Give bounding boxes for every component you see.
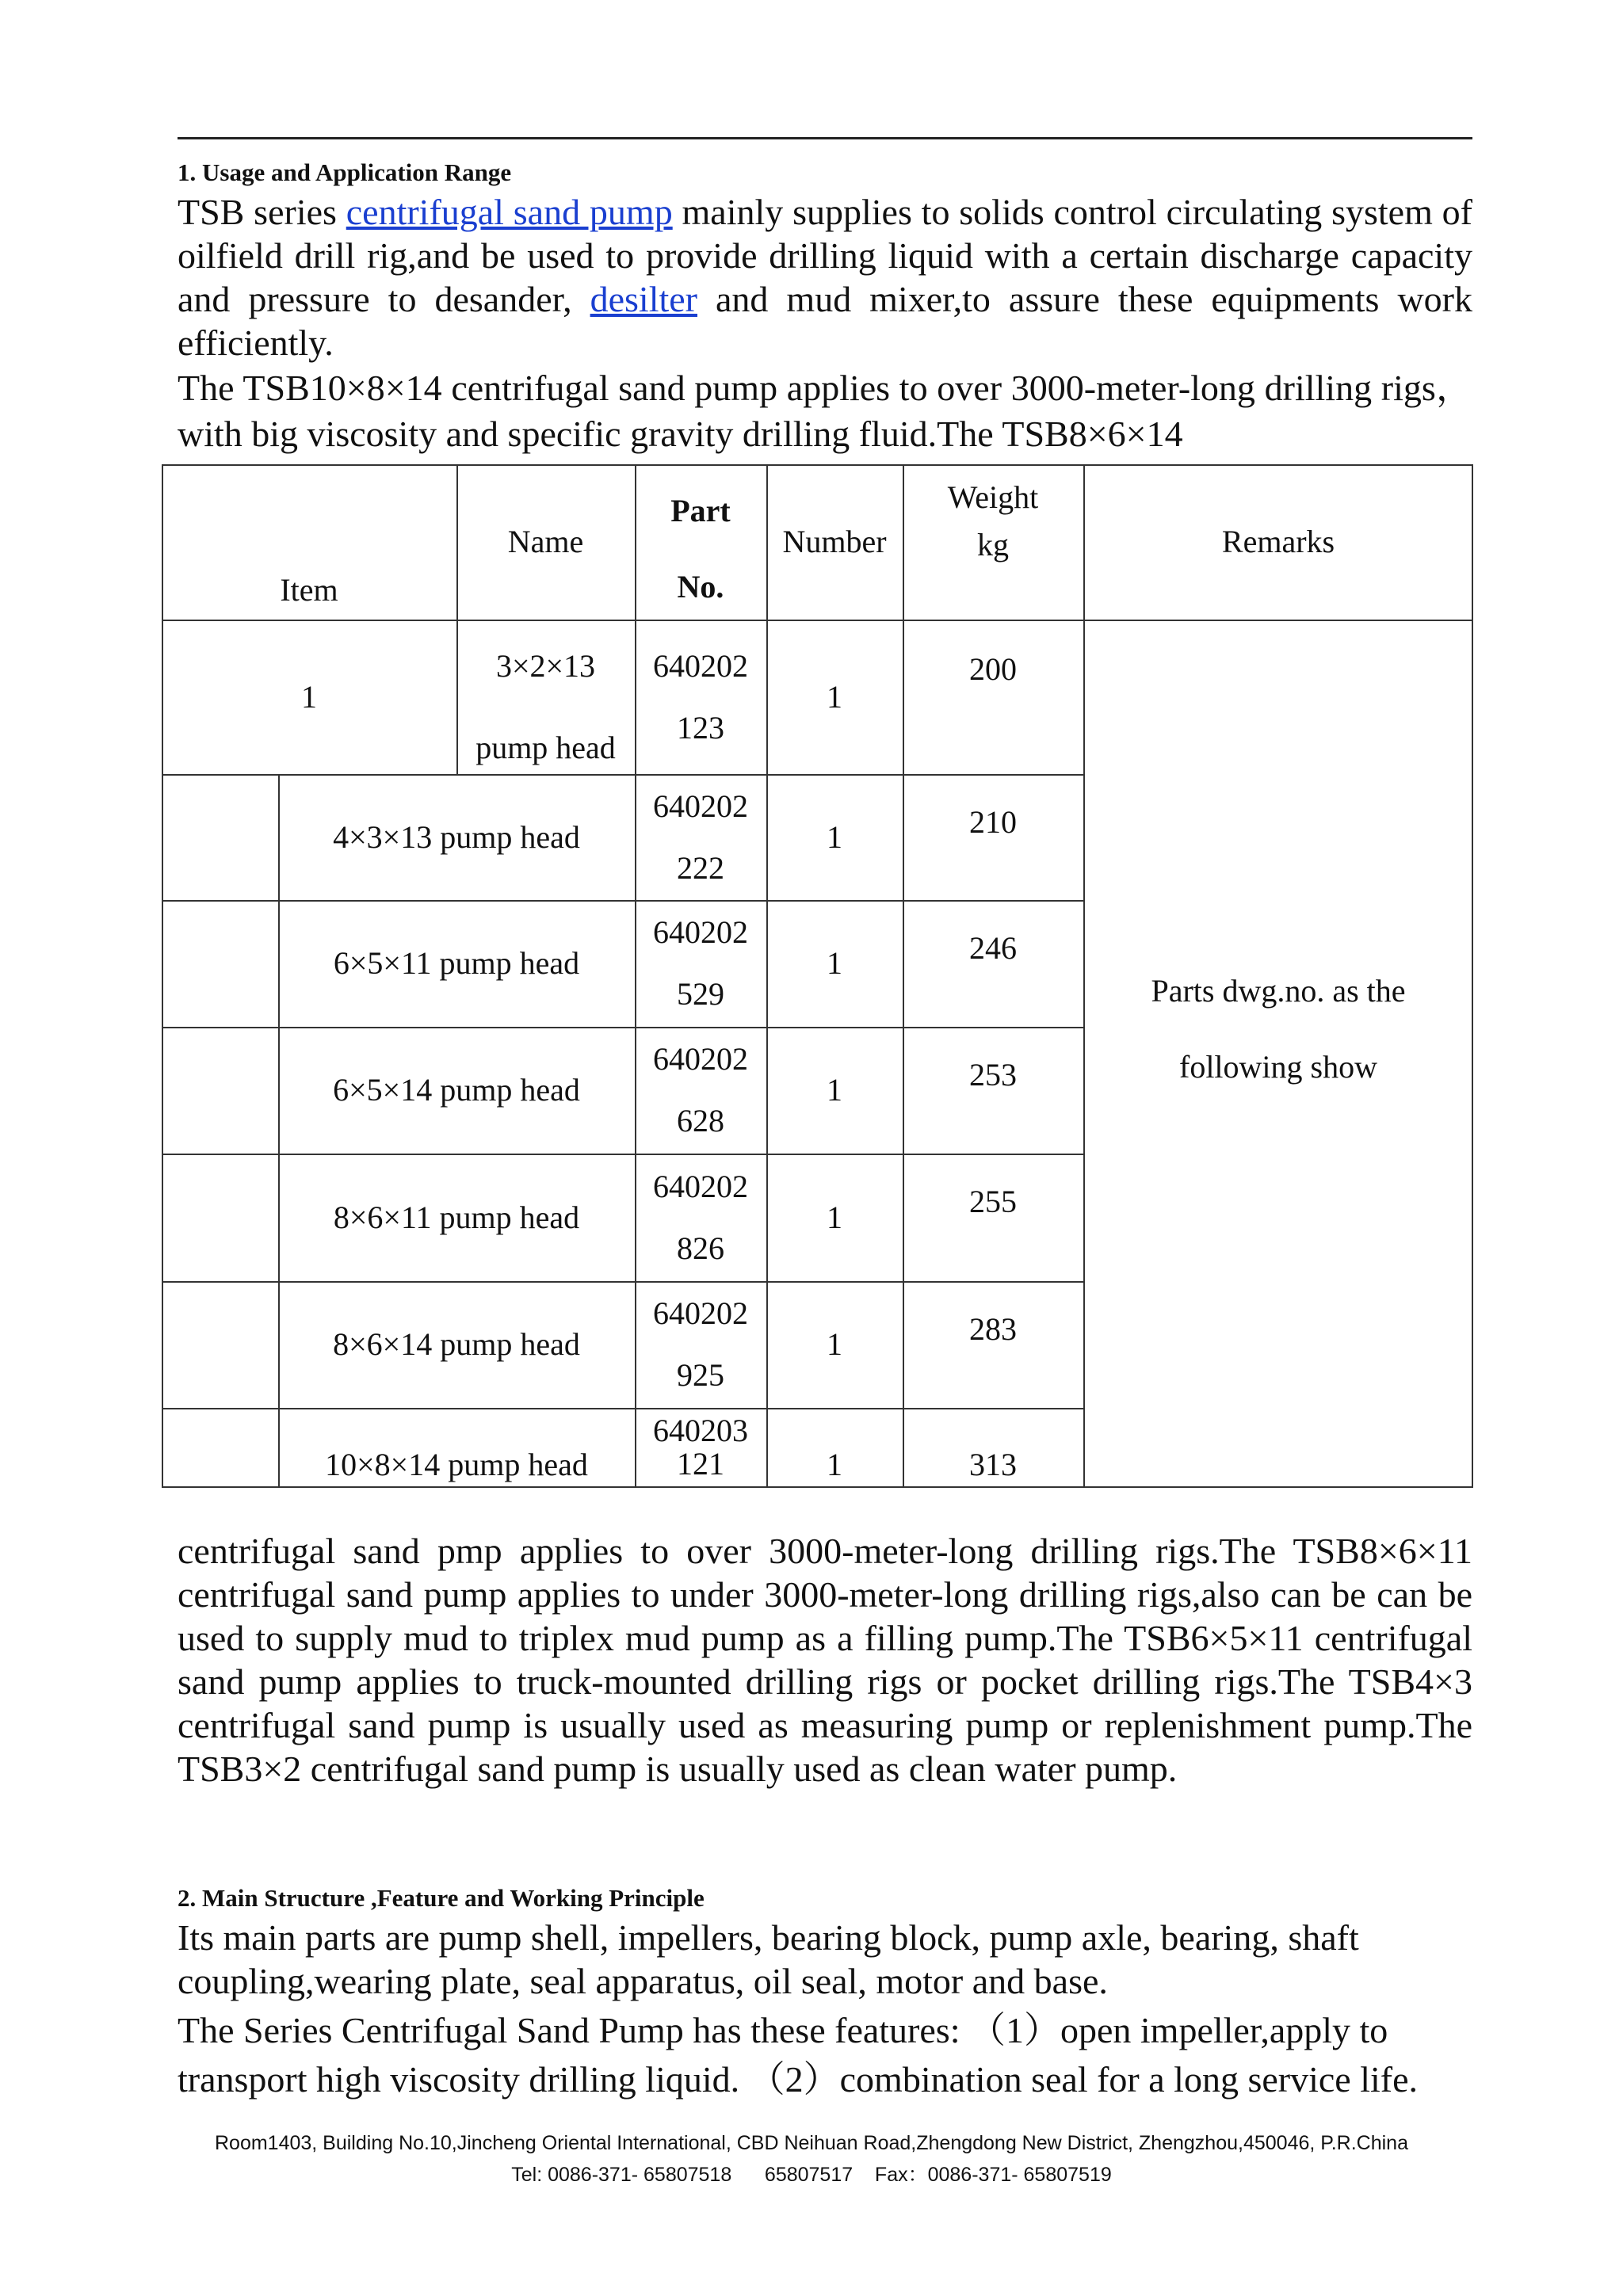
row-7-number	[766, 1408, 903, 1486]
row-5-part-line-1: 640202	[653, 1168, 748, 1204]
row-7-weight	[903, 1408, 1083, 1486]
row-6-name	[278, 1281, 635, 1408]
parts-table	[162, 464, 1473, 1488]
row-6-part-line-2: 925	[677, 1357, 724, 1393]
row-6-weight-value: 283	[969, 1311, 1017, 1347]
row-6-number	[766, 1281, 903, 1408]
centrifugal-sand-pump-link[interactable]: centrifugal sand pump	[346, 192, 673, 232]
row-1-name-line-1: 3×2×13	[495, 648, 596, 684]
row-3-part-line-2: 529	[677, 976, 724, 1012]
row-3-weight	[903, 900, 1083, 1027]
row-1-weight-value: 200	[969, 651, 1017, 687]
row-2-part-line-1: 640202	[653, 788, 748, 824]
row-3-weight-value: 246	[969, 930, 1017, 966]
row-7-number-value: 1	[827, 1447, 842, 1482]
header-number	[766, 464, 903, 620]
row-4-name	[278, 1027, 635, 1154]
row-4-number-value: 1	[827, 1072, 842, 1108]
row-5-name	[278, 1154, 635, 1281]
header-number-label: Number	[782, 524, 887, 559]
row-2-name	[278, 774, 635, 900]
row-3-name-value: 6×5×11 pump head	[333, 945, 580, 981]
header-rule	[178, 137, 1472, 139]
row-6-number-value: 1	[827, 1326, 842, 1362]
row-1-part-line-1: 640202	[653, 647, 748, 684]
row-4-weight	[903, 1027, 1083, 1154]
section-1-paragraph-3: centrifugal sand pmp applies to over 3000-meter-long drilling rigs.The TSB8×6×11 centrifugal sand pump applies to under 3000-meter-long drilling rigs,also can be can be used to supply mud to triplex mud pump as a filling pump.The TSB6×5×11 centrifugal sand pump applies to truck-mounted drilling rigs or pocket drilling rigs.The TSB4×3 centrifugal sand pump is usually used as measuring pump or replenishment pump.The TSB3×2 centrifugal sand pump is usually used as clean water pump.	[178, 1531, 1472, 1789]
row-7-name-value: 10×8×14 pump head	[325, 1447, 588, 1482]
row-4-part-line-2: 628	[677, 1103, 724, 1138]
row-2-weight-value: 210	[969, 804, 1017, 840]
row-6-part-no	[635, 1281, 766, 1408]
row-1-number-value: 1	[827, 678, 842, 715]
row-2-number-value: 1	[827, 818, 842, 855]
section-1-paragraph-2: The TSB10×8×14 centrifugal sand pump applies to over 3000-meter-long drilling rigs，with big viscosity and specific gravity drilling fluid.The TSB8×6×14	[178, 368, 1472, 454]
remarks-line-2: following show	[1179, 1049, 1377, 1085]
row-4-name-value: 6×5×14 pump head	[333, 1072, 580, 1108]
header-name	[456, 464, 635, 620]
row-5-part-line-2: 826	[677, 1230, 724, 1266]
row-2-part-no	[635, 774, 766, 900]
remarks-line-1: Parts dwg.no. as the	[1151, 973, 1406, 1009]
row-1-item	[162, 620, 456, 774]
row-1-weight	[903, 620, 1083, 774]
row-3-part-no	[635, 900, 766, 1027]
row-3-number-value: 1	[827, 945, 842, 981]
p1-text-c: and mud mixer,to assure these equipments work efficiently.	[178, 279, 1472, 363]
row-1-part-no	[635, 620, 766, 774]
row-1-number	[766, 620, 903, 774]
row-2-name-value: 4×3×13 pump head	[333, 818, 580, 855]
section-2-heading: 2. Main Structure ,Feature and Working Principle	[178, 1884, 705, 1912]
section-1-paragraph-1	[178, 190, 1472, 364]
row-1-item-value: 1	[301, 678, 317, 715]
row-5-number-value: 1	[827, 1199, 842, 1235]
header-weight	[903, 464, 1083, 620]
row-1-name-line-2: pump head	[475, 730, 616, 765]
header-weight-label: Weight	[947, 479, 1039, 515]
row-5-name-value: 8×6×11 pump head	[333, 1199, 580, 1235]
footer-address: Room1403, Building No.10,Jincheng Oriental International, CBD Neihuan Road,Zhengdong New District, Zhengzhou,450046, P.R.China	[214, 2132, 1408, 2154]
row-1-name	[456, 620, 635, 774]
row-5-weight-value: 255	[969, 1184, 1017, 1219]
row-4-part-line-1: 640202	[653, 1041, 748, 1077]
row-6-part-line-1: 640202	[653, 1295, 748, 1331]
row-4-number	[766, 1027, 903, 1154]
row-2-weight	[903, 774, 1083, 900]
header-remarks-label: Remarks	[1221, 524, 1335, 559]
header-kg-label: kg	[977, 527, 1009, 563]
section-1-heading: 1. Usage and Application Range	[178, 158, 512, 186]
header-item	[162, 543, 456, 620]
row-1-part-line-2: 123	[677, 709, 724, 746]
row-5-weight	[903, 1154, 1083, 1281]
header-item-label: Item	[280, 572, 338, 608]
header-part-label: Part	[670, 493, 731, 528]
table-border-bottom	[162, 1486, 1473, 1488]
row-5-number	[766, 1154, 903, 1281]
row-3-number	[766, 900, 903, 1027]
row-3-part-line-1: 640202	[653, 914, 748, 950]
row-7-part-line-2: 121	[677, 1445, 724, 1482]
row-7-weight-value: 313	[969, 1447, 1017, 1482]
section-2-paragraph-1: Its main parts are pump shell, impellers, bearing block, pump axle, bearing, shaft coupling,wearing plate, seal apparatus, oil seal, motor and base.	[178, 1917, 1359, 2001]
row-7-part-no	[635, 1408, 766, 1486]
p1-text-b: mainly supplies to solids control circulating system of oilfield drill rig,and be used to provide drilling liquid with a certain discharge capacity and pressure to desander,	[178, 192, 1472, 319]
section-2-paragraph-2: The Series Centrifugal Sand Pump has these features: （1）open impeller,apply to transport high viscosity drilling liquid. （2）combination seal for a long service life.	[178, 2010, 1418, 2100]
row-2-part-line-2: 222	[677, 849, 724, 886]
row-6-name-value: 8×6×14 pump head	[333, 1326, 580, 1362]
row-2-number	[766, 774, 903, 900]
row-7-name	[278, 1408, 635, 1486]
remarks-merged-cell	[1083, 620, 1473, 1486]
footer-contact: Tel: 0086-371- 65807518 65807517 Fax：0086-371- 65807519	[511, 2164, 1112, 2186]
header-no-label: No.	[677, 569, 724, 605]
header-remarks	[1083, 464, 1473, 620]
row-3-name	[278, 900, 635, 1027]
header-part-no	[635, 464, 766, 620]
p1-text-a: TSB series	[178, 192, 346, 232]
row-4-part-no	[635, 1027, 766, 1154]
row-5-part-no	[635, 1154, 766, 1281]
row-6-weight	[903, 1281, 1083, 1408]
row-4-weight-value: 253	[969, 1057, 1017, 1093]
desilter-link[interactable]: desilter	[590, 279, 697, 319]
header-name-label: Name	[507, 524, 584, 559]
row-7-part-line-1: 640203	[653, 1412, 748, 1448]
